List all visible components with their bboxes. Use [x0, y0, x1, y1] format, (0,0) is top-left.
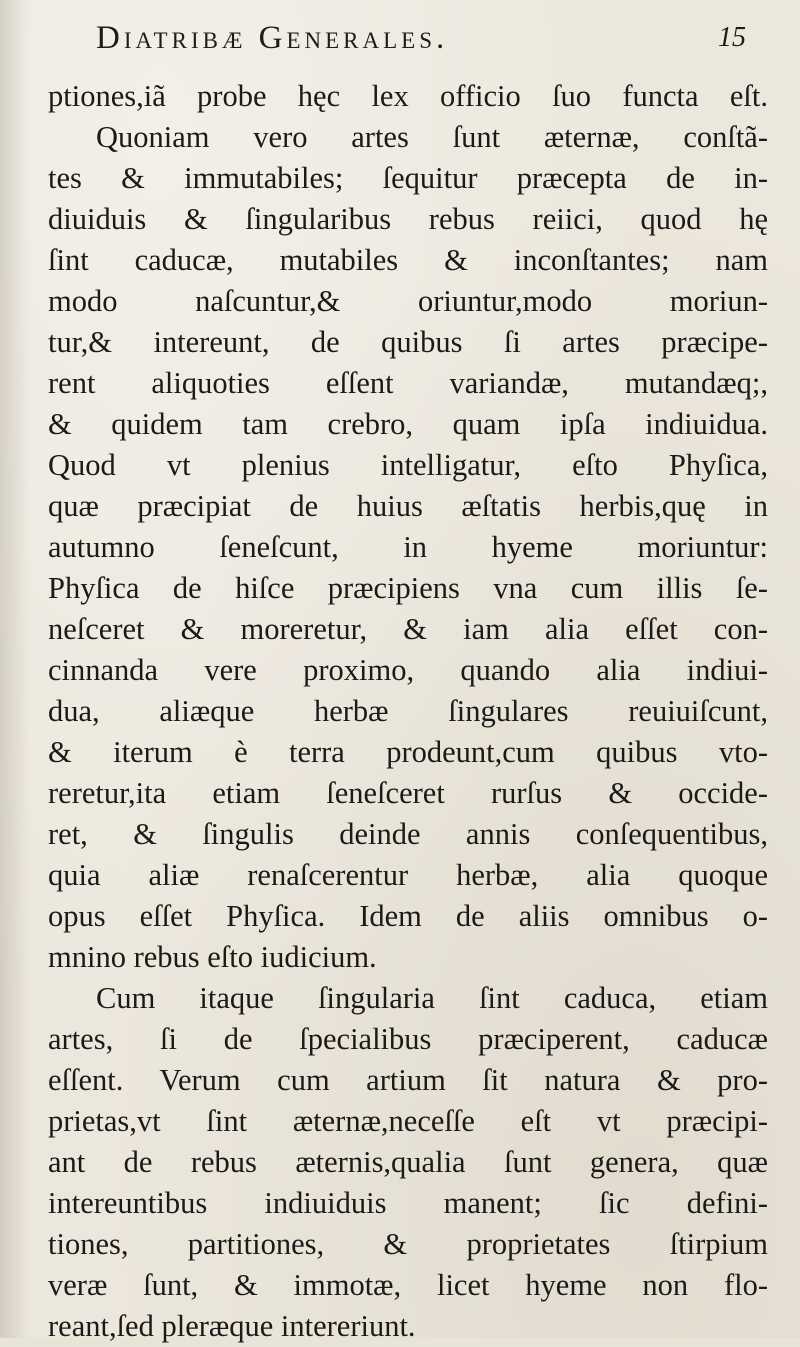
text-line: Quoniam vero artes ſunt æternæ, conſtã-: [96, 120, 768, 154]
text-line: dua, aliæque herbæ ſingulares reuiuiſcunt,: [48, 694, 768, 728]
text-line: intereuntibus indiuiduis manent; ſic defini-: [48, 1186, 768, 1220]
text-line: cinnanda vere proximo, quando alia indiui-: [48, 653, 768, 687]
text-line: veræ ſunt, & immotæ, licet hyeme non flo-: [48, 1268, 768, 1302]
text-line: tes & immutabiles; ſequitur præcepta de in-: [48, 161, 768, 195]
text-line: ptiones,iã probe hęc lex officio ſuo functa eſt.: [48, 79, 768, 113]
text-line: ant de rebus æternis,qualia ſunt genera, quæ: [48, 1145, 768, 1179]
text-line: Phyſica de hiſce præcipiens vna cum illis ſe-: [48, 571, 768, 605]
text-line: eſſent. Verum cum artium ſit natura & pro-: [48, 1063, 768, 1097]
text-line: reant,ſed pleræque intereriunt.: [48, 1309, 416, 1343]
text-line: reretur,ita etiam ſeneſceret rurſus & occide-: [48, 776, 768, 810]
page-header: [96, 20, 746, 70]
text-line: tur,& intereunt, de quibus ſi artes præcipe-: [48, 325, 768, 359]
running-head: Diatribæ Generales.: [96, 20, 449, 56]
text-line: & iterum è terra prodeunt,cum quibus vto-: [48, 735, 768, 769]
page-fold-shadow: [0, 0, 30, 1338]
text-line: mnino rebus eſto iudicium.: [48, 940, 377, 974]
text-line: quia aliæ renaſcerentur herbæ, alia quoque: [48, 858, 768, 892]
body-text: [38, 76, 778, 1347]
text-line: neſceret & moreretur, & iam alia eſſet con-: [48, 612, 768, 646]
text-line: autumno ſeneſcunt, in hyeme moriuntur:: [48, 530, 768, 564]
text-line: & quidem tam crebro, quam ipſa indiuidua.: [48, 407, 768, 441]
text-line: opus eſſet Phyſica. Idem de aliis omnibus o-: [48, 899, 768, 933]
text-line: artes, ſi de ſpecialibus præciperent, caducæ: [48, 1022, 768, 1056]
text-line: Cum itaque ſingularia ſint caduca, etiam: [96, 981, 768, 1015]
text-line: quæ præcipiat de huius æſtatis herbis,quę in: [48, 489, 768, 523]
text-line: modo naſcuntur,& oriuntur,modo moriun-: [48, 284, 768, 318]
text-line: Quod vt plenius intelligatur, eſto Phyſica,: [48, 448, 768, 482]
text-line: tiones, partitiones, & proprietates ſtirpium: [48, 1227, 768, 1261]
text-line: rent aliquoties eſſent variandæ, mutandæq;,: [48, 366, 768, 400]
text-line: ret, & ſingulis deinde annis conſequentibus,: [48, 817, 768, 851]
text-line: prietas,vt ſint æternæ,neceſſe eſt vt præcipi-: [48, 1104, 768, 1138]
text-line: diuiduis & ſingularibus rebus reiici, quod hę: [48, 202, 768, 236]
text-line: ſint caducæ, mutabiles & inconſtantes; nam: [48, 243, 768, 277]
page-number: 15: [718, 22, 746, 53]
